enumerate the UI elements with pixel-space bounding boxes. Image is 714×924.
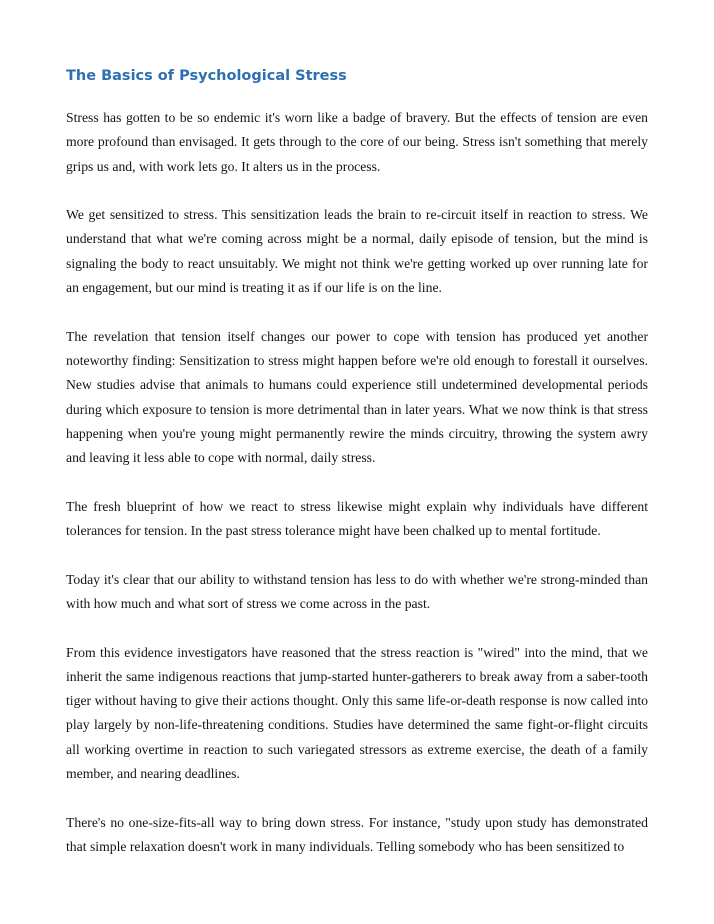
document-title: The Basics of Psychological Stress <box>66 68 347 84</box>
paragraph-2: We get sensitized to stress. This sensitization leads the brain to re-circuit itself in reaction to stress. We understand that what we're coming across might be a normal, daily episode of tension, but the mind is signaling the body to react unsuitably. We might not think we're getting worked up over running late for an engagement, but our mind is treating it as if our life is on the line. <box>66 207 648 296</box>
paragraph-4: The fresh blueprint of how we react to stress likewise might explain why individuals have different tolerances for tension. In the past stress tolerance might have been chalked up to mental fortitude. <box>66 498 648 539</box>
paragraph-1: Stress has gotten to be so endemic it's worn like a badge of bravery. But the effects of tension are even more profound than envisaged. It gets through to the core of our being. Stress isn't something that merely grips us and, with work lets go. It alters us in the process. <box>66 110 648 174</box>
paragraph-3: The revelation that tension itself changes our power to cope with tension has produced yet another noteworthy finding: Sensitization to stress might happen before we're old enough to forestall it ourselves. New studies advise that animals to humans could experience still undetermined developmental periods during which exposure to tension is more detrimental than in later years. What we now think is that stress happening when you're young might permanently rewire the minds circuitry, throwing the system awry and leaving it less able to cope with normal, daily stress. <box>66 328 648 466</box>
paragraph-7: There's no one-size-fits-all way to bring down stress. For instance, "study upon study has demonstrated that simple relaxation doesn't work in many individuals. Telling somebody who has been sensitized to <box>66 814 648 854</box>
document-body <box>66 106 648 884</box>
paragraph-6: From this evidence investigators have reasoned that the stress reaction is "wired" into the mind, that we inherit the same indigenous reactions that jump-started hunter-gatherers to break away from a saber-tooth tiger without having to give their actions thought. Only this same life-or-death response is now called into play largely by non-life-threatening conditions. Studies have determined the same fight-or-flight circuits all working overtime in reaction to such variegated stressors as extreme exercise, the death of a family member, and nearing deadlines. <box>66 644 648 782</box>
paragraph-5: Today it's clear that our ability to withstand tension has less to do with whether we're strong-minded than with how much and what sort of stress we come across in the past. <box>66 571 648 611</box>
